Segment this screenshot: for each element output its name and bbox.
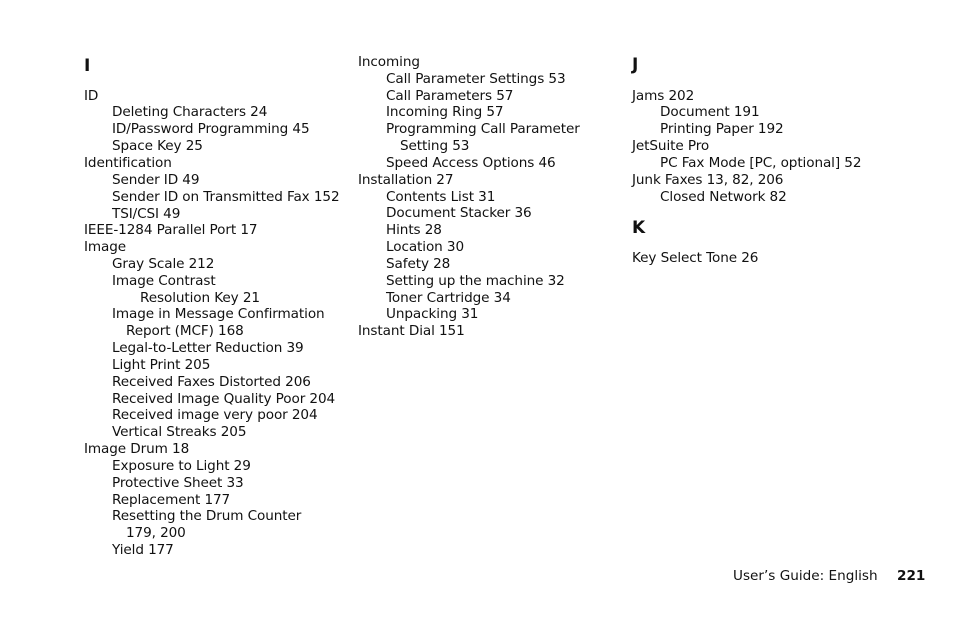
page-number: 221: [897, 568, 926, 584]
index-subentry: Speed Access Options 46: [386, 155, 556, 171]
index-subentry: Vertical Streaks 205: [112, 424, 247, 440]
index-subentry: Printing Paper 192: [660, 121, 784, 137]
index-subentry: Resetting the Drum Counter: [112, 508, 302, 524]
index-subentry: Gray Scale 212: [112, 256, 215, 272]
index-subentry: Location 30: [386, 239, 465, 255]
index-entry: Junk Faxes 13, 82, 206: [632, 172, 784, 188]
index-subentry: Toner Cartridge 34: [386, 290, 511, 306]
index-subentry: Light Print 205: [112, 357, 211, 373]
index-subentry: PC Fax Mode [PC, optional] 52: [660, 155, 862, 171]
index-entry: Key Select Tone 26: [632, 250, 759, 266]
index-entry: Installation 27: [358, 172, 454, 188]
index-subentry: Setting up the machine 32: [386, 273, 565, 289]
index-subentry: Sender ID on Transmitted Fax 152: [112, 189, 340, 205]
index-subentry: Protective Sheet 33: [112, 475, 244, 491]
index-entry: Incoming: [358, 54, 420, 70]
index-subentry: Call Parameter Settings 53: [386, 71, 566, 87]
index-entry: Jams 202: [632, 88, 695, 104]
index-subentry: Image in Message Confirmation: [112, 306, 325, 322]
footer-guide: User’s Guide: English: [733, 568, 878, 584]
index-subentry: Exposure to Light 29: [112, 458, 251, 474]
index-entry: Image Drum 18: [84, 441, 190, 457]
index-subentry: Space Key 25: [112, 138, 203, 154]
index-entry: Image: [84, 239, 127, 255]
index-subentry: Contents List 31: [386, 189, 496, 205]
index-subentry: Received image very poor 204: [112, 407, 318, 423]
index-subentry: 179, 200: [126, 525, 186, 541]
index-entry: ID: [84, 88, 99, 104]
index-subentry: Sender ID 49: [112, 172, 200, 188]
index-subentry: Image Contrast: [112, 273, 216, 289]
index-subentry: Document Stacker 36: [386, 205, 532, 221]
index-subentry: Document 191: [660, 104, 760, 120]
index-subentry: Yield 177: [112, 542, 174, 558]
index-entry: IEEE-1284 Parallel Port 17: [84, 222, 258, 238]
index-entry: Identification: [84, 155, 172, 171]
index-subentry: Incoming Ring 57: [386, 104, 504, 120]
index-letter-heading: I: [84, 56, 91, 76]
index-subentry: Replacement 177: [112, 492, 231, 508]
index-subentry: Resolution Key 21: [140, 290, 260, 306]
index-subentry: Hints 28: [386, 222, 442, 238]
index-subentry: Safety 28: [386, 256, 451, 272]
index-subentry: Received Faxes Distorted 206: [112, 374, 311, 390]
index-entry: Instant Dial 151: [358, 323, 465, 339]
index-subentry: Deleting Characters 24: [112, 104, 268, 120]
index-subentry: Closed Network 82: [660, 189, 787, 205]
index-subentry: TSI/CSI 49: [112, 206, 181, 222]
index-subentry: Setting 53: [400, 138, 470, 154]
index-subentry: Received Image Quality Poor 204: [112, 391, 336, 407]
index-subentry: ID/Password Programming 45: [112, 121, 310, 137]
index-subentry: Legal-to-Letter Reduction 39: [112, 340, 304, 356]
index-subentry: Programming Call Parameter: [386, 121, 580, 137]
index-letter-heading: K: [632, 218, 646, 238]
index-subentry: Unpacking 31: [386, 306, 479, 322]
index-letter-heading: J: [632, 55, 639, 75]
index-subentry: Report (MCF) 168: [126, 323, 244, 339]
index-subentry: Call Parameters 57: [386, 88, 514, 104]
index-entry: JetSuite Pro: [632, 138, 710, 154]
